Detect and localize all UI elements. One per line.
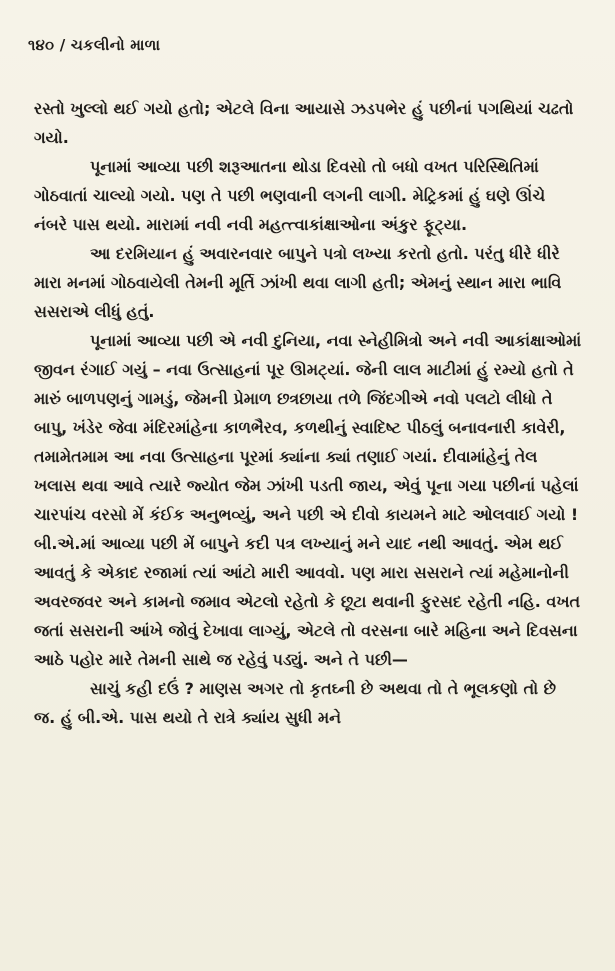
running-title: ચકલીનો માળા <box>70 36 161 54</box>
paragraph-2: પૂનામાં આવ્યા પછી શરૂઆતના થોડા દિવસો તો બધો વખત પરિસ્થિતિમાં ગોઠવાતાં ચાલ્યો ગયો. પણ તે પછી ભણવાની લગની લાગી. મેટ્રિકમાં હું ઘણે ઊંચે નંબરે પાસ થયો. મારામાં નવી નવી મહત્ત્વાકાંક્ષાઓના અંકુર ફૂટ્યા. <box>34 157 546 234</box>
paragraph-4: પૂનામાં આવ્યા પછી એ નવી દુનિયા, નવા સ્નેહીમિત્રો અને નવી આકાંક્ષાઓમાં જીવન રંગાઈ ગયું – નવા ઉત્સાહનાં પૂર ઊમટ્યાં. જેની લાલ માટીમાં હું રમ્યો હતો તે મારું બાળપણનું ગામડું, જેમની પ્રેમાળ છત્રછાયા તળે જિંદગીએ નવો પલટો લીધો તે બાપુ, ખંડેર જેવા મંદિરમાંહેના કાળભૈરવ, કળથીનું સ્વાદિષ્ટ પીઠલું બનાવનારી કાવેરી, તમામેતમામ આ નવા ઉત્સાહના પૂરમાં ક્યાંના ક્યાં તણાઈ ગયાં. દીવામાંહેનું તેલ ખલાસ થવા આવે ત્યારે જ્યોત જેમ ઝાંખી પડતી જાય, એવું પૂના ગયા પછીનાં પહેલાં ચારપાંચ વરસો મેં કંઈક અનુભવ્યું, અને પછી એ દીવો કાયમને માટે ઓલવાઈ ગયો ! બી.એ.માં આવ્યા પછી મેં બાપુને કદી પત્ર લખ્યાનું મને યાદ નથી આવતું. એમ થઈ આવતું કે એકાદ રજામાં ત્યાં આંટો મારી આવવો. પણ મારા સસરાને ત્યાં મહેમાનોની અવરજવર અને કામનો જમાવ એટલો રહેતો કે છૂટા થવાની ફુરસદ રહેતી નહિ. વખત જતાં સસરાની આંખે જોવું દેખાવા લાગ્યું, એટલે તો વરસના બારે મહિના અને દિવસના આઠે પહોર મારે તેમની સાથે જ રહેવું પડ્યું. અને તે પછી— <box>34 331 582 669</box>
page-body <box>34 94 582 732</box>
page-number: ૧૪૦ <box>28 36 55 54</box>
page-header <box>28 36 160 54</box>
paragraph-5: સાચું કહી દઉં ? માણસ અગર તો કૃતઘ્ની છે અથવા તો તે ભૂલકણો તો છે જ. હું બી.એ. પાસ થયો તે રાત્રે ક્યાંય સુધી મને <box>34 679 557 727</box>
paragraph-1: રસ્તો ખુલ્લો થઈ ગયો હતો; એટલે વિના આયાસે ઝડપભેર હું પછીનાં પગથિયાં ચઢતો ગયો. <box>34 99 574 147</box>
header-separator: / <box>59 36 66 54</box>
paragraph-3: આ દરમિયાન હું અવારનવાર બાપુને પત્રો લખ્યા કરતો હતો. પરંતુ ધીરે ધીરે મારા મનમાં ગોઠવાયેલી તેમની મૂર્તિ ઝાંખી થવા લાગી હતી; એમનું સ્થાન મારા ભાવિ સસરાએ લીધું હતું. <box>34 244 562 321</box>
